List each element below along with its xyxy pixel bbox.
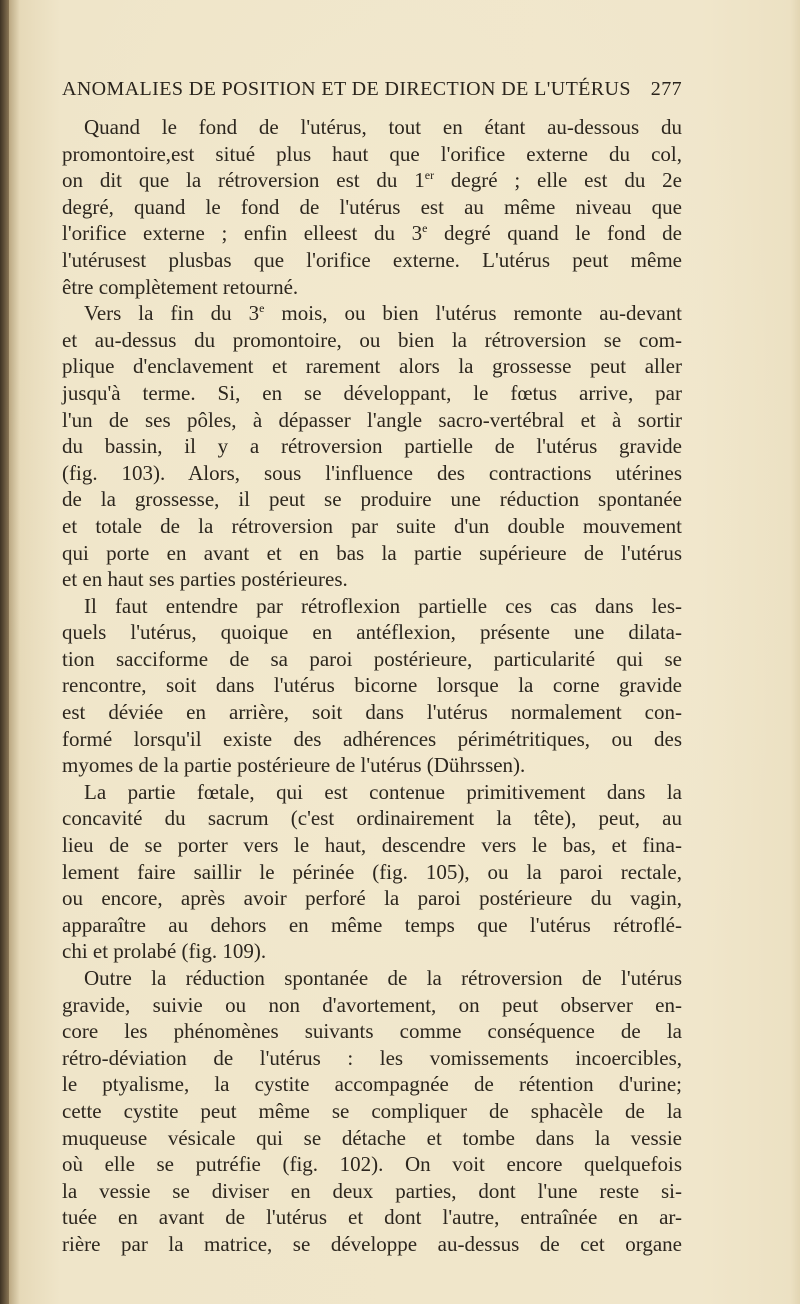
body-text [62, 114, 682, 1258]
running-header [62, 72, 682, 112]
text-line: apparaître au dehors en même temps que l'utérus rétroflé- [62, 912, 682, 937]
text-line: qui porte en avant et en bas la partie supérieure de l'utérus [62, 540, 682, 565]
text-line: être complètement retourné. [62, 274, 299, 299]
text-line: l'un de ses pôles, à dépasser l'angle sacro-vertébral et à sortir [62, 407, 682, 432]
text-line: Vers la fin du 3e mois, ou bien l'utérus remonte au-devant [84, 301, 682, 326]
text-line: Quand le fond de l'utérus, tout en étant au-dessous du [84, 115, 682, 139]
text-line: la vessie se diviser en deux parties, dont l'une reste si- [62, 1178, 682, 1203]
text-line: Il faut entendre par rétroflexion partielle ces cas dans les- [84, 593, 682, 618]
book-spine-shadow [0, 0, 9, 1304]
text-line: et au-dessus du promontoire, ou bien la rétroversion se com- [62, 327, 682, 352]
paragraph [62, 593, 682, 779]
text-line: où elle se putréfie (fig. 102). On voit encore quelquefois [62, 1152, 682, 1177]
running-title: ANOMALIES DE POSITION ET DE DIRECTION DE L'UTÉRUS [62, 78, 631, 100]
text-line: on dit que la rétroversion est du 1er degré ; elle est du 2e [62, 168, 682, 193]
text-line: muqueuse vésicale qui se détache et tombe dans la vessie [62, 1125, 682, 1150]
text-line: tion sacciforme de sa paroi postérieure, particularité qui se [62, 646, 682, 671]
text-line: et en haut ses parties postérieures. [62, 567, 348, 592]
text-line: La partie fœtale, qui est contenue primitivement dans la [84, 779, 682, 804]
text-line: (fig. 103). Alors, sous l'influence des contractions utérines [62, 460, 682, 485]
text-line: degré, quand le fond de l'utérus est au même niveau que [62, 194, 682, 219]
text-line: et totale de la rétroversion par suite d'un double mouvement [62, 513, 682, 538]
text-line: chi et prolabé (fig. 109). [62, 939, 267, 964]
page-number: 277 [650, 78, 682, 100]
text-line: du bassin, il y a rétroversion partielle de l'utérus gravide [62, 434, 682, 459]
paragraph [62, 114, 682, 300]
text-line: promontoire,est situé plus haut que l'orifice externe du col, [62, 141, 682, 166]
text-line: gravide, suivie ou non d'avortement, on peut observer en- [62, 992, 682, 1017]
text-line: ou encore, après avoir perforé la paroi postérieure du vagin, [62, 886, 682, 911]
text-line: plique d'enclavement et rarement alors la grossesse peut aller [62, 354, 682, 379]
text-line: tuée en avant de l'utérus et dont l'autre, entraînée en ar- [62, 1205, 682, 1230]
text-line: l'orifice externe ; enfin elleest du 3e degré quand le fond de [62, 221, 682, 246]
text-line: l'utérusest plusbas que l'orifice externe. L'utérus peut même [62, 247, 682, 272]
paragraph [62, 965, 682, 1258]
text-line: rencontre, soit dans l'utérus bicorne lorsque la corne gravide [62, 673, 682, 698]
paragraph [62, 779, 682, 965]
text-line: myomes de la partie postérieure de l'utérus (Dührssen). [62, 753, 526, 778]
text-line: core les phénomènes suivants comme conséquence de la [62, 1019, 682, 1044]
text-line: jusqu'à terme. Si, en se développant, le fœtus arrive, par [62, 380, 682, 405]
text-line: cette cystite peut même se compliquer de sphacèle de la [62, 1098, 682, 1123]
text-line: lieu de se porter vers le haut, descendre vers le bas, et fina- [62, 833, 682, 858]
text-line: concavité du sacrum (c'est ordinairement la tête), peut, au [62, 806, 682, 831]
text-line: formé lorsqu'il existe des adhérences périmétritiques, ou des [62, 726, 682, 751]
text-line: lement faire saillir le périnée (fig. 105), ou la paroi rectale, [62, 859, 682, 884]
text-line: le ptyalisme, la cystite accompagnée de rétention d'urine; [62, 1072, 682, 1097]
text-line: quels l'utérus, quoique en antéflexion, présente une dilata- [62, 620, 682, 645]
text-line: rétro-déviation de l'utérus : les vomissements incoercibles, [62, 1045, 682, 1070]
text-line: rière par la matrice, se développe au-dessus de cet organe [62, 1231, 682, 1256]
text-line: est déviée en arrière, soit dans l'utérus normalement con- [62, 700, 682, 725]
text-line: Outre la réduction spontanée de la rétroversion de l'utérus [84, 966, 682, 990]
text-line: de la grossesse, il peut se produire une réduction spontanée [62, 487, 682, 512]
paragraph [62, 300, 682, 593]
